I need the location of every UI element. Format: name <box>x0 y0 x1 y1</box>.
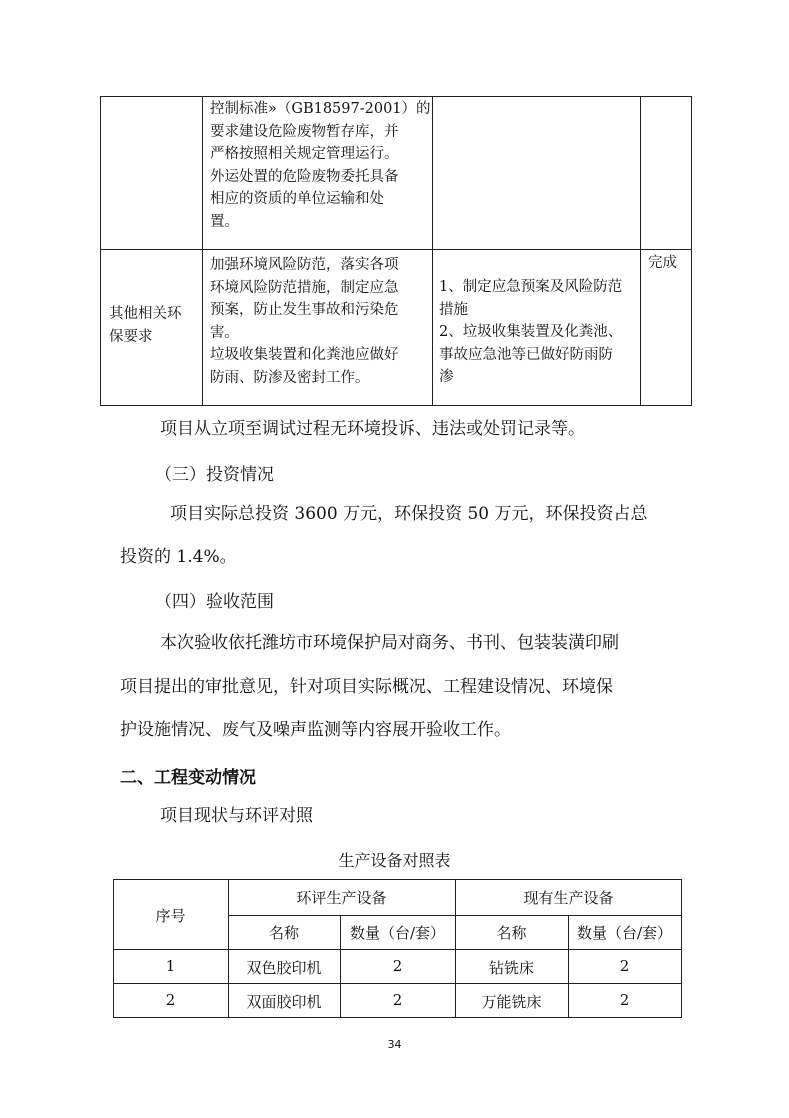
table-row-divider <box>100 249 692 250</box>
table-cell-current-qty: 2 <box>619 991 630 1009</box>
header-eia-equipment: 环评生产设备 <box>296 889 387 907</box>
text-line: 垃圾收集装置和化粪池应做好 <box>210 347 399 363</box>
table-row-divider <box>113 983 682 984</box>
text-line: 渗 <box>439 369 454 385</box>
row2-status: 完成 <box>648 255 677 271</box>
text-line: 其他相关环 <box>109 306 182 322</box>
table-border-bottom <box>113 1017 682 1018</box>
requirements-table <box>100 96 692 406</box>
header-eia-name: 名称 <box>268 924 299 942</box>
table-divider <box>432 96 433 406</box>
row2-category <box>109 303 182 348</box>
row2-implementation <box>439 276 622 389</box>
paragraph-comparison: 项目现状与环评对照 <box>160 806 313 826</box>
table-cell-current-name: 万能铣床 <box>481 993 542 1011</box>
row2-requirement <box>210 254 399 389</box>
paragraph-no-complaints: 项目从立项至调试过程无环境投诉、违法或处罚记录等。 <box>160 419 585 439</box>
table-border-top <box>113 879 682 880</box>
table-cell-eia-qty: 2 <box>392 991 403 1009</box>
table-cell-seq: 2 <box>165 991 176 1009</box>
section-heading-changes: 二、工程变动情况 <box>120 768 256 788</box>
text-line: 保要求 <box>109 328 153 345</box>
text-line: 控制标准»（GB18597-2001）的 <box>210 101 431 117</box>
table-border-bottom <box>100 405 692 406</box>
table-divider <box>640 96 641 406</box>
header-seq: 序号 <box>155 907 186 925</box>
text-line: 相应的资质的单位运输和处 <box>210 191 384 207</box>
paragraph-investment-line2: 投资的 1.4%。 <box>120 547 237 567</box>
table-cell-eia-qty: 2 <box>392 957 403 975</box>
page-number: 34 <box>387 1038 402 1051</box>
text-line: 加强环境风险防范，落实各项 <box>210 257 399 273</box>
table-cell-current-qty: 2 <box>619 957 630 975</box>
paragraph-scope-line3: 护设施情况、废气及噪声监测等内容展开验收工作。 <box>120 720 511 740</box>
text-line: 事故应急池等已做好防雨防 <box>439 346 613 363</box>
text-line: 严格按照相关规定管理运行。 <box>210 146 399 162</box>
text-line: 害。 <box>210 324 239 341</box>
row1-requirement <box>210 98 431 233</box>
table-border-left <box>100 96 101 406</box>
table-cell-seq: 1 <box>165 957 176 975</box>
table-row-divider <box>113 949 682 950</box>
paragraph-scope-line2: 项目提出的审批意见，针对项目实际概况、工程建设情况、环境保 <box>120 677 613 697</box>
table-cell-eia-name: 双面胶印机 <box>246 993 322 1011</box>
text-line: 2、垃圾收集装置及化粪池、 <box>439 324 623 340</box>
text-line: 要求建设危险废物暂存库，并 <box>210 123 399 140</box>
header-eia-qty: 数量（台/套） <box>349 924 446 942</box>
text-line: 预案，防止发生事故和污染危 <box>210 302 399 318</box>
paragraph-scope-line1: 本次验收依托潍坊市环境保护局对商务、书刊、包装装潢印刷 <box>160 633 619 653</box>
section-heading-investment: （三）投资情况 <box>155 465 274 485</box>
section-heading-scope: （四）验收范围 <box>155 592 274 612</box>
table-border-right <box>691 96 692 406</box>
header-current-equipment: 现有生产设备 <box>523 889 614 907</box>
table-caption: 生产设备对照表 <box>338 851 451 870</box>
table-divider <box>202 96 203 406</box>
header-current-qty: 数量（台/套） <box>576 924 673 942</box>
text-line: 置。 <box>210 213 239 230</box>
table-cell-eia-name: 双色胶印机 <box>246 959 322 977</box>
paragraph-investment-line1: 项目实际总投资 3600 万元，环保投资 50 万元，环保投资占总 <box>170 504 648 524</box>
table-cell-current-name: 钻铣床 <box>488 959 534 977</box>
text-line: 1、制定应急预案及风险防范 <box>439 279 623 295</box>
header-current-name: 名称 <box>496 924 527 942</box>
table-row-divider <box>228 915 682 916</box>
text-line: 外运处置的危险废物委托具备 <box>210 168 399 185</box>
table-border-top <box>100 96 692 97</box>
text-line: 防雨、防渗及密封工作。 <box>210 369 370 386</box>
text-line: 环境风险防范措施，制定应急 <box>210 279 399 296</box>
equipment-table <box>113 879 682 1018</box>
text-line: 措施 <box>439 301 468 318</box>
